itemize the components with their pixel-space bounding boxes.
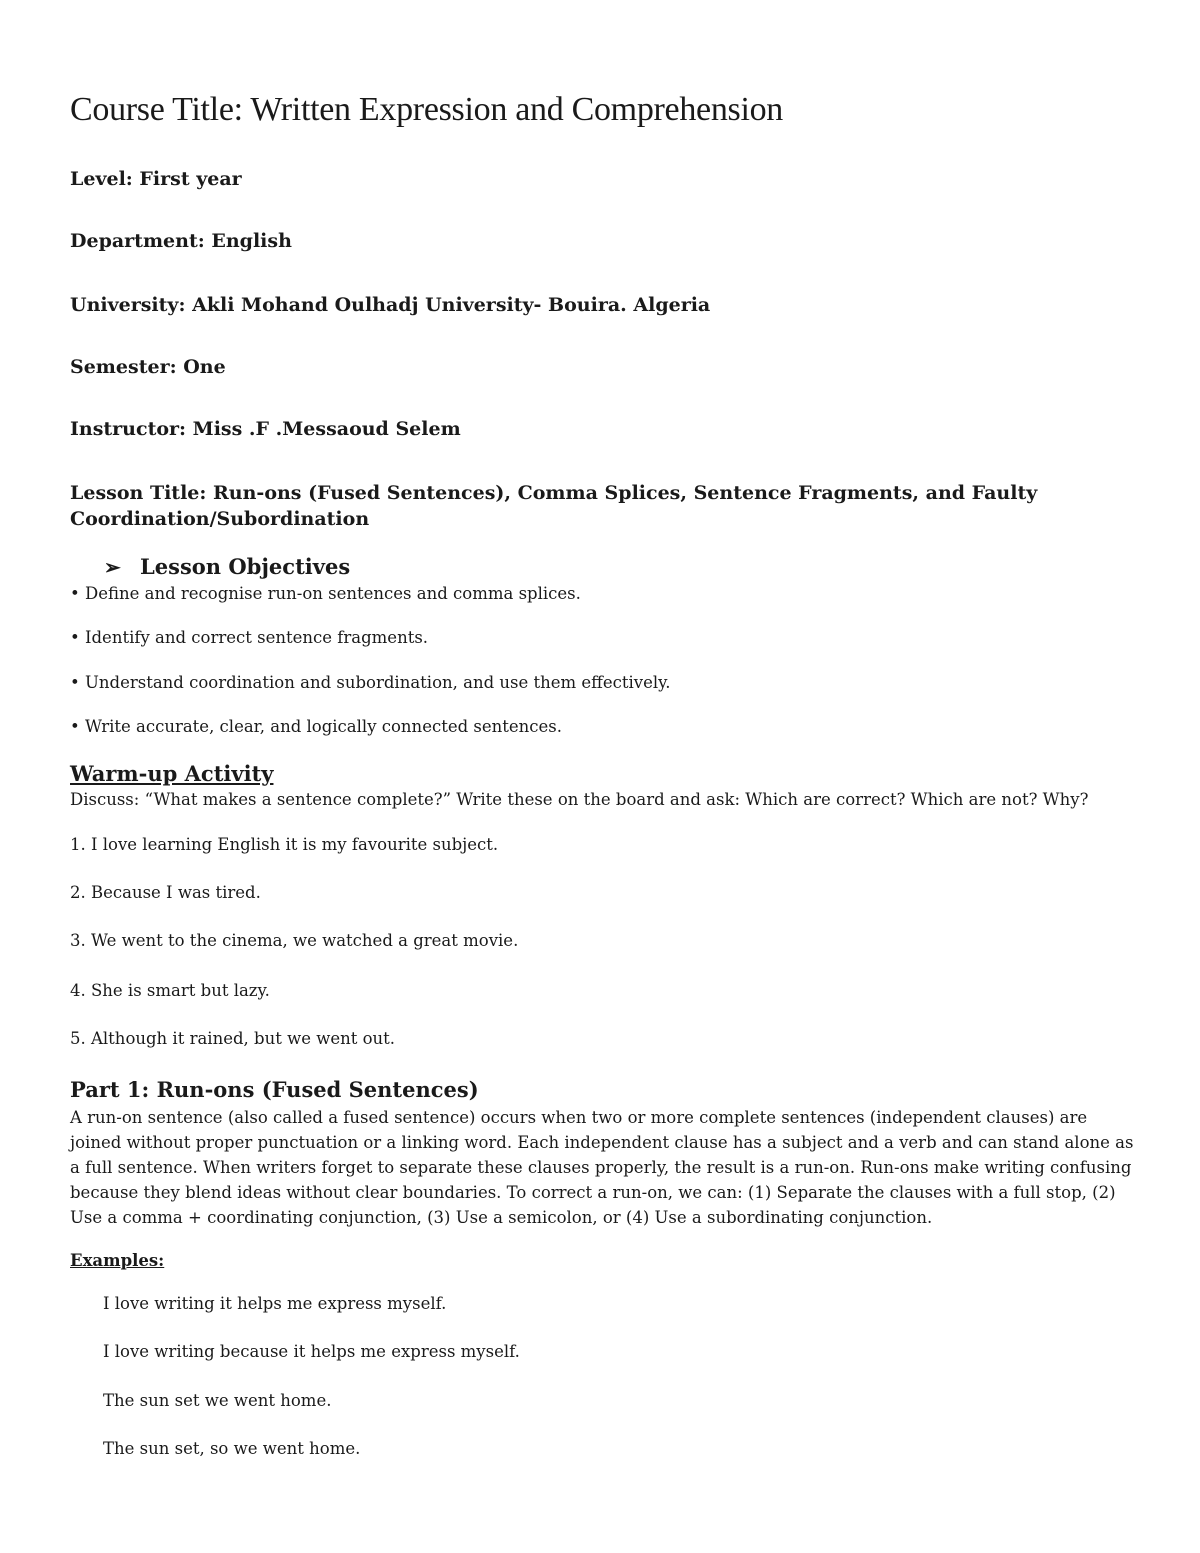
warmup-heading: Warm-up Activity <box>70 761 274 786</box>
objectives-heading <box>104 554 350 579</box>
university-line: University: Akli Mohand Oulhadj University- Bouira. Algeria <box>70 294 711 316</box>
objective-item: • Write accurate, clear, and logically connected sentences. <box>70 717 562 736</box>
part1-heading: Part 1: Run-ons (Fused Sentences) <box>70 1077 479 1102</box>
example-item: I love writing because it helps me express myself. <box>103 1342 520 1361</box>
objectives-heading-text: Lesson Objectives <box>140 554 351 579</box>
course-title: Course Title: Written Expression and Comprehension <box>70 91 784 128</box>
objective-item: • Understand coordination and subordination, and use them effectively. <box>70 673 671 692</box>
warmup-intro: Discuss: “What makes a sentence complete?” Write these on the board and ask: Which are correct? Which are not? Why? <box>70 790 1089 809</box>
objective-item: • Identify and correct sentence fragments. <box>70 628 429 647</box>
example-item: The sun set, so we went home. <box>103 1439 361 1458</box>
department-line: Department: English <box>70 230 292 252</box>
warmup-item: 2. Because I was tired. <box>70 883 261 902</box>
semester-line: Semester: One <box>70 356 226 378</box>
warmup-item: 5. Although it rained, but we went out. <box>70 1029 396 1048</box>
examples-heading: Examples: <box>70 1251 165 1270</box>
part1-paragraph: A run-on sentence (also called a fused sentence) occurs when two or more complete sentences (independent clauses) are joined without proper punctuation or a linking word. Each independent clause has a subject and a verb and can stand alone as a full sentence. When writers forget to separate these clauses properly, the result is a run-on. Run-ons make writing confusing because they blend ideas without clear boundaries. To correct a run-on, we can: (1) Separate the clauses with a full stop, (2) Use a comma + coordinating conjunction, (3) Use a semicolon, or (4) Use a subordinating conjunction. <box>70 1108 1134 1227</box>
instructor-line: Instructor: Miss .F .Messaoud Selem <box>70 418 461 440</box>
warmup-item: 4. She is smart but lazy. <box>70 981 270 1000</box>
example-item: The sun set we went home. <box>103 1391 332 1410</box>
warmup-item: 3. We went to the cinema, we watched a great movie. <box>70 931 519 950</box>
warmup-item: 1. I love learning English it is my favourite subject. <box>70 835 499 854</box>
example-item: I love writing it helps me express myself. <box>103 1294 447 1313</box>
lesson-title-line: Lesson Title: Run-ons (Fused Sentences), Comma Splices, Sentence Fragments, and Faulty Coordination/Subordination <box>70 482 1038 530</box>
arrow-bullet-icon: ➢ <box>104 554 121 579</box>
objective-item: • Define and recognise run-on sentences and comma splices. <box>70 584 581 603</box>
level-line: Level: First year <box>70 168 242 190</box>
